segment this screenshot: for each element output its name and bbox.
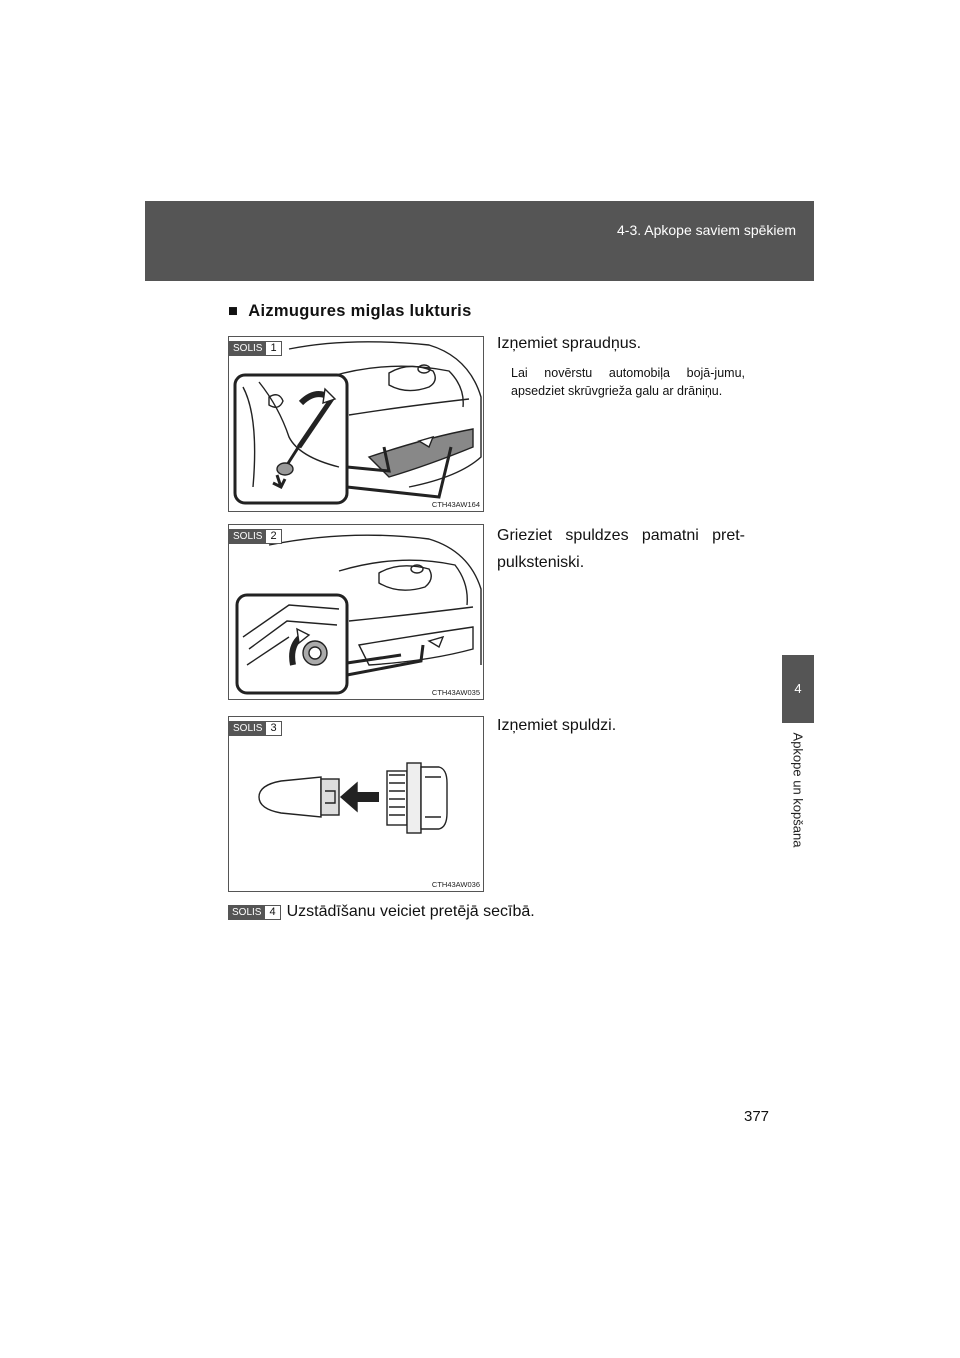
square-bullet-icon: ■	[228, 302, 239, 320]
section-title: 4-3. Apkope saviem spēkiem	[617, 222, 796, 238]
step3-figure	[228, 716, 484, 892]
subheading-title: Aizmugures miglas lukturis	[248, 302, 472, 320]
step3-badge	[229, 721, 282, 736]
step-badge-number: 1	[265, 341, 281, 356]
header-band	[145, 201, 814, 281]
step2-text: Grieziet spuldzes pamatni pret-pulksteniski.	[497, 527, 745, 571]
step1-figure	[228, 336, 484, 512]
page-number: 377	[744, 1108, 770, 1125]
chapter-tab: 4	[782, 655, 814, 723]
step1-text: Izņemiet spraudņus.	[497, 335, 642, 352]
chapter-label: Apkope un kopšana	[790, 732, 806, 848]
step-badge-number: 4	[264, 905, 280, 920]
figure-code: CTH43AW164	[431, 500, 480, 509]
figure-code: CTH43AW036	[431, 880, 480, 889]
bulb-socket-illustration	[229, 525, 484, 700]
rear-bumper-clip-illustration	[229, 337, 484, 512]
step2-figure	[228, 524, 484, 700]
step2-badge	[229, 529, 282, 544]
figure-code: CTH43AW035	[431, 688, 480, 697]
subheading	[228, 302, 472, 321]
step-badge-word: SOLIS	[229, 341, 265, 356]
step3-text: Izņemiet spuldzi.	[497, 717, 617, 734]
step1-note: Lai novērstu automobiļa bojā-jumu, apsedziet skrūvgrieža galu ar drāniņu.	[511, 366, 745, 398]
bulb-removal-illustration	[229, 717, 484, 892]
step4-badge	[228, 905, 281, 920]
step4-row	[228, 903, 535, 921]
step-badge-word: SOLIS	[229, 721, 265, 736]
step-badge-number: 2	[265, 529, 281, 544]
step4-text: Uzstādīšanu veiciet pretējā secībā.	[286, 903, 535, 920]
step1-badge	[229, 341, 282, 356]
step-badge-number: 3	[265, 721, 281, 736]
step-badge-word: SOLIS	[228, 905, 264, 920]
step-badge-word: SOLIS	[229, 529, 265, 544]
